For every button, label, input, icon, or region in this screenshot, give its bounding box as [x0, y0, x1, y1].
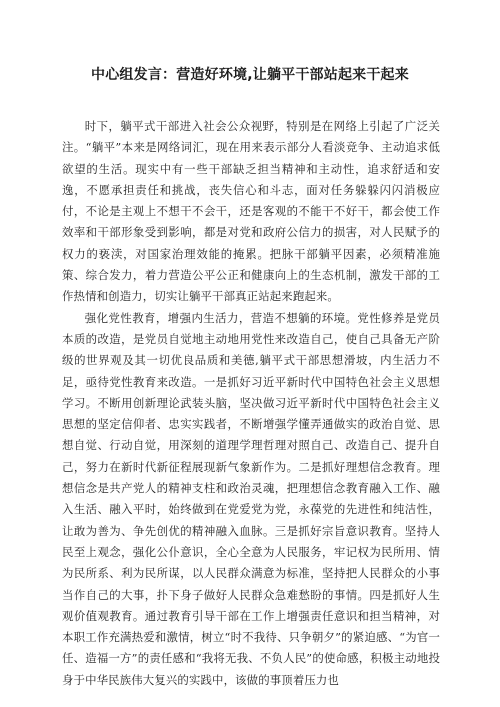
document-title: 中心组发言：营造好环境,让躺平干部站起来干起来	[91, 67, 409, 83]
body-paragraph: 时下，躺平式干部进入社会公众视野，特别是在网络上引起了广泛关注。“躺平”本来是网络词汇，现在用来表示部分人看淡竞争、主动追求低欲望的生活。现实中有一些干部缺乏担当精神和主动性，追求舒适和安逸，不愿承担责任和挑战，丧失信心和斗志，面对任务躲躲闪闪消极应付，不论是主观上不想干不会干，还是客观的不能干不好干，都会使工作效率和干部形象受到影响，都是对党和政府公信力的损害，对人民赋予的权力的亵渎，对国家治理效能的掩累。把脉干部躺平因素，必须精准施策、综合发力，着力营造公平公正和健康向上的生态机制，激发干部的工作热情和创造力，切实让躺平干部真正站起来跑起来。	[62, 119, 440, 304]
document-body	[62, 116, 440, 691]
body-paragraph: 强化党性教育，增强内生活力，营造不想躺的环境。党性修养是党员本质的改造，是党员自觉地主动地用党性来改造自己，使自己具备无产阶级的世界观及其一切优良品质和美德,躺平式干部思想滑坡，内生活力不足，亟待党性教育来改造。一是抓好习近平新时代中国特色社会主义思想学习。不断用创新理论武装头脑，坚决做习近平新时代中国特色社会主义思想的坚定信仰者、忠实实践者，不断增强学懂弄通做实的政治自觉、思想自觉、行动自觉，用深刻的道理学理哲理对照自己、改造自己、提升自己，努力在新时代新征程展现新气象新作为。二是抓好理想信念教育。理想信念是共产党人的精神支柱和政治灵魂，把理想信念教育融入工作、融入生活、融入平时，始终做到在党爱党为党，永葆党的先进性和纯洁性，让敢为善为、争先创优的精神融入血脉。三是抓好宗旨意识教育。坚持人民至上观念，强化公仆意识，全心全意为人民服务，牢记权为民所用、情为民所系、利为民所谋，以人民群众满意为标准，坚持把人民群众的小事当作自己的大事，扑下身子做好人民群众急难愁盼的事情。四是抓好人生观价值观教育。通过教育引导干部在工作上增强责任意识和担当精神，对本职工作充满热爱和激情，树立“时不我待、只争朝夕”的紧迫感、“为官一任、造福一方”的责任感和“我将无我、不负人民”的使命感，积极主动地投身于中华民族伟大复兴的实践中，该做的事顶着压力也	[62, 310, 440, 687]
